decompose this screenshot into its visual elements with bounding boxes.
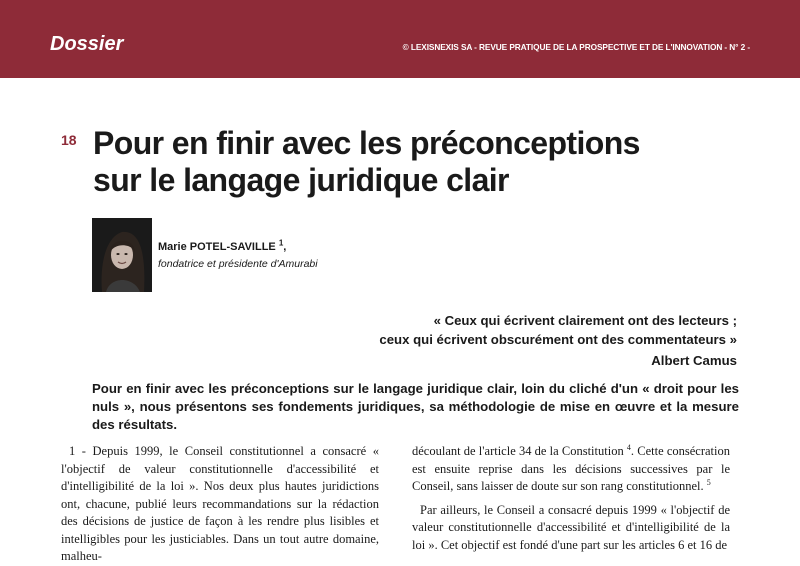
body-paragraph (412, 443, 730, 496)
author-portrait (92, 218, 152, 292)
body-paragraph: Par ailleurs, le Conseil a consacré depuis 1999 « l'objectif de valeur constitutionnelle d'accessibilité et d'intelligibilité de la loi ». Cet objectif est fondé d'une part sur les articles 6 et 16 de (412, 502, 730, 552)
portrait-image (92, 218, 152, 292)
epigraph (379, 311, 737, 370)
author-name-suffix: , (283, 241, 287, 253)
author-name (158, 239, 318, 256)
epigraph-line-1: « Ceux qui écrivent clairement ont des lecteurs ; (433, 313, 737, 328)
journal-line: © LEXISNEXIS SA - REVUE PRATIQUE DE LA PROSPECTIVE ET DE L'INNOVATION - N° 2 - (402, 42, 750, 52)
author-role: fondatrice et présidente d'Amurabi (158, 258, 318, 270)
header-banner (0, 0, 800, 78)
section-label: Dossier (50, 33, 124, 55)
title-line-1: Pour en finir avec les préconceptions (93, 125, 640, 161)
body-text: . Cette consécration est ensuite reprise dans les décisions successives par le Conseil, sans laisser de doute sur son rang constitutionnel. (412, 444, 731, 493)
author-name-text: Marie POTEL-SAVILLE (158, 241, 276, 253)
epigraph-line-2: ceux qui écrivent obscurément ont des commentateurs » (379, 332, 737, 347)
body-column-left (61, 443, 379, 566)
body-column-right (412, 443, 730, 554)
author-note-ref[interactable]: 1 (278, 238, 284, 248)
footnote-ref[interactable]: 4 (626, 442, 631, 452)
body-paragraph: 1 - Depuis 1999, le Conseil constitutionnel a consacré « l'objectif de valeur constitutionnelle d'accessibilité et d'intelligibilité de la loi ». Nos deux plus hautes juridictions ont, chacune, publié leurs recommandations sur la rédaction des décisions de justice de façon à les rendre plus lisibles et intelligibles pour les justiciables. Dans un tout autre domaine, malheu- (61, 444, 379, 563)
article-title (93, 125, 753, 199)
lead-paragraph: Pour en finir avec les préconceptions sur le langage juridique clair, loin du cliché d'un « droit pour les nuls », nous présentons ses fondements juridiques, sa méthodologie de mise en œuvre et la mesure des résultats. (92, 381, 739, 432)
body-text: découlant de l'article 34 de la Constitution (412, 444, 627, 458)
footnote-ref[interactable]: 5 (706, 477, 711, 487)
article-number: 18 (61, 132, 77, 148)
epigraph-attribution: Albert Camus (651, 353, 737, 368)
author-block (158, 239, 318, 273)
title-line-2: sur le langage juridique clair (93, 162, 509, 198)
